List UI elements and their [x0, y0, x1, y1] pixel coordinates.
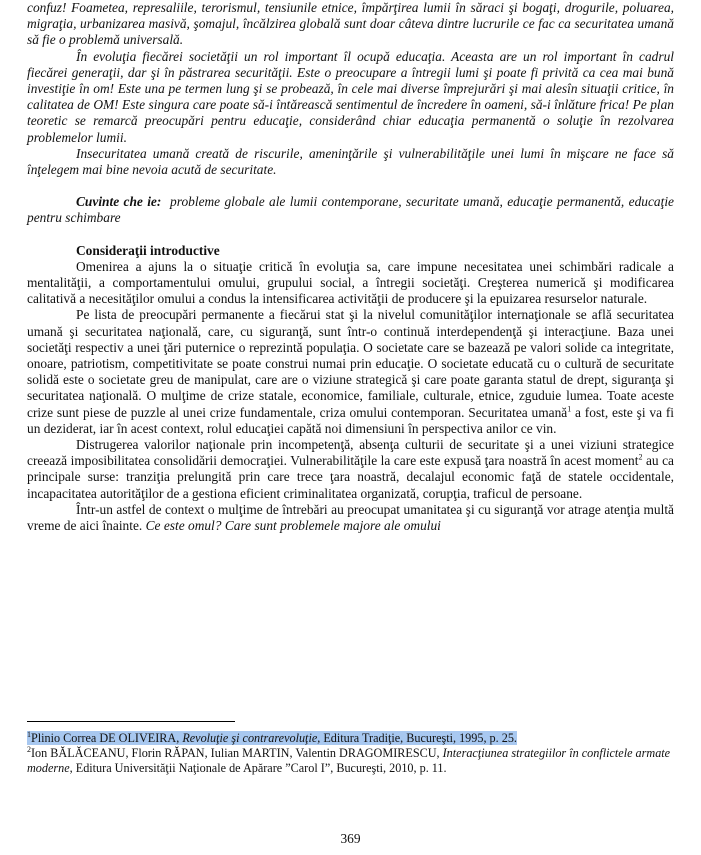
paragraph-text: Pe lista de preocupări permanente a fiecărui stat şi la nivelul comunităţilor internaţionale se află securitatea umană şi securitatea naţională, care, cu siguranţă, sunt într-o continuă interdependenţă şi interacţiune. Baza unei societăţi respectiv a unei ţări puternice o reprezintă populaţia. O societate care se bazează pe valori solide ca integritate, onoare, patriotism, competitivitate se poate construi numai prin educaţie. O societate educată cu o cultură de securitate solidă este o societate greu de manipulat, care are o viziune strategică şi care poate garanta statul de drept, siguranţa şi securitatea naţională. O mulţime de crize statale, economice, familiale, culturale, etnice, zguduie lumea. Toate aceste crize sunt piese de puzzle al unei crize fundamentale, criza omului contemporan. Securitatea umană	[27, 307, 674, 420]
footnote-1-number: 1	[27, 729, 31, 739]
section-paragraph-4	[27, 502, 674, 534]
keywords-label: Cuvinte che ie:	[76, 194, 162, 210]
footnote-2-rest: Editura Universităţii Naţionale de Apărare ”Carol I”, Bucureşti, 2010, p. 11.	[72, 761, 447, 775]
paragraph-text-italic: Ce este omul? Care sunt problemele majore ale omului	[145, 518, 441, 534]
keywords-text: probleme globale ale lumii contemporane, securitate umană, educaţie permanentă, educaţie pentru schimbare	[27, 194, 674, 226]
footnote-2-title: Interacţiunea strategiilor în conflictele armate moderne,	[27, 746, 671, 775]
page-number: 369	[340, 831, 361, 846]
section-paragraph-1: Omenirea a ajuns la o situaţie critică în evoluţia sa, care impune necesitatea unei schimbări radicale a mentalităţii, a comportamentului omului, grupului social, a întregii societăţi. Creşterea numerică şi modificarea calitativă a necesităţilor omului a condus la intensificarea activităţii de producere şi la epuizarea resurselor naturale.	[27, 258, 674, 307]
footnote-2[interactable]	[27, 746, 674, 776]
footnote-1-selection[interactable]	[27, 731, 517, 745]
footnote-ref-2[interactable]: 2	[638, 452, 643, 462]
paragraph-text: au ca principale surse: tranziţia prelungită prin care trece ţara noastră, decalajul economic faţă de statele occidentale, incapacitatea autorităţilor de a gestiona eficient criminalitatea organizată, corupţia, traficul de persoane.	[27, 453, 674, 501]
footnote-1-title: Revoluţie şi contrarevoluţie,	[182, 731, 321, 745]
abstract-paragraph-2: În evoluţia fiecărei societăţii un rol important îl ocupă educaţia. Aceasta are un rol important în cadrul fiecărei generaţii, dar şi în păstrarea securităţii. Este o preocupare a întregii lumi şi poate fi privită ca cea mai bună investiţie în om! Este una pe termen lung şi se probează, în cele mai diverse împrejurări şi mai alesîn situaţii critice, în calitatea de OM! Este singura care poate să-i întărească sentimentul de încredere în oameni, să-i înlăture frica! Pe plan teoretic se remarcă preocupări pentru educaţie, considerând chiar educaţia permanentă o soluţie în rezolvarea problemelor lumii.	[27, 48, 674, 145]
page-body	[27, 0, 674, 534]
paragraph-text: a fost, este şi va fi un deziderat, iar în acest context, rolul educaţiei capătă noi dimensiuni în perspectiva anilor ce vin.	[27, 404, 675, 436]
footnote-divider	[27, 721, 235, 722]
footnote-2-number: 2	[27, 744, 31, 754]
footnote-2-author: Ion BĂLĂCEANU, Florin RĂPAN, Iulian MARTIN, Valentin DRAGOMIRESCU,	[31, 746, 443, 760]
abstract-paragraph-1: confuz! Foametea, represaliile, terorismul, tensiunile etnice, împărţirea lumii în săraci şi bogaţi, drogurile, poluarea, migraţia, urbanizarea masivă, şomajul, încălzirea globală sunt doar câteva dintre lucrurile ce fac ca securitatea umană să fie o problemă universală.	[27, 0, 674, 48]
abstract-paragraph-3: Insecuritatea umană creată de riscurile, ameninţările şi vulnerabilităţile unei lumi în mişcare ne face să înţelegem mai bine nevoia acută de securitate.	[27, 145, 674, 178]
section-paragraph-3	[27, 437, 674, 502]
footnote-1-author: Plinio Correa DE OLIVEIRA,	[31, 731, 183, 745]
footnote-1[interactable]	[27, 731, 674, 746]
footnote-1-rest: Editura Tradiţie, Bucureşti, 1995, p. 25.	[320, 731, 517, 745]
footnote-ref-1[interactable]: 1	[567, 404, 572, 414]
footnotes	[27, 731, 674, 776]
keywords	[27, 194, 674, 226]
section-paragraph-2	[27, 307, 674, 437]
paragraph-text: Distrugerea valorilor naţionale prin incompetenţă, absenţa culturii de securitate şi a unei viziuni strategice creează imposibilitatea consolidării democraţiei. Vulnerabilităţile la care este expusă ţara noastră în acest moment	[27, 437, 674, 469]
section-heading: Consideraţii introductive	[76, 242, 220, 258]
paragraph-text: Într-un astfel de context o mulţime de întrebări au preocupat umanitatea şi cu siguranţă vor atrage atenţia multă vreme de aici înainte.	[27, 501, 674, 534]
